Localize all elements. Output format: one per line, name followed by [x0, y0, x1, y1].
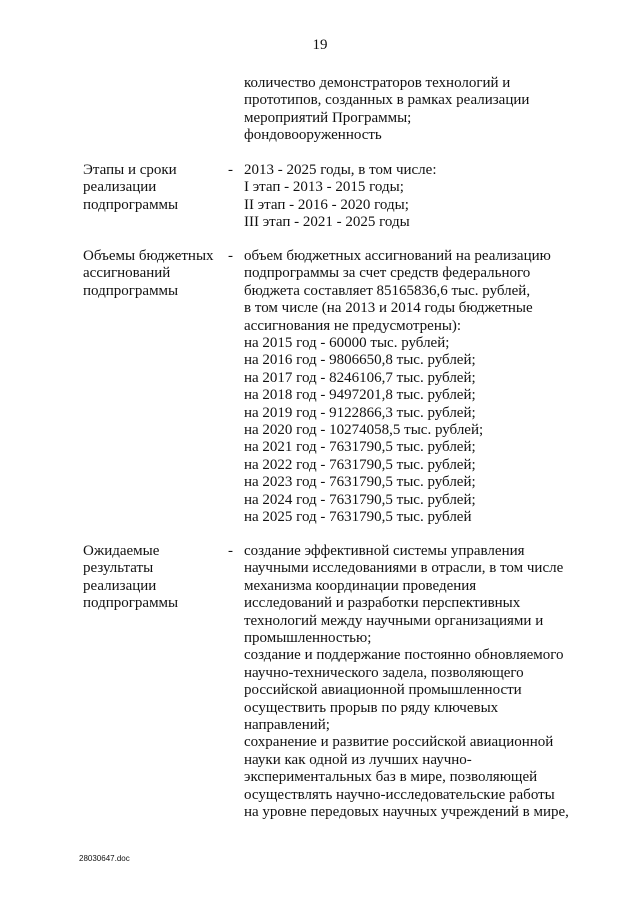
- intro-line: количество демонстраторов технологий и: [244, 75, 511, 91]
- section-label: [83, 162, 233, 214]
- intro-text: [244, 75, 604, 145]
- content-line: промышленностью;: [244, 630, 372, 647]
- intro-line: мероприятий Программы;: [244, 109, 412, 126]
- content-line: 2013 - 2025 годы, в том числе:: [244, 162, 437, 178]
- content-line: науки как одной из лучших научно-: [244, 751, 472, 768]
- section-label: [83, 543, 233, 613]
- content-line: на 2022 год - 7631790,5 тыс. рублей;: [244, 456, 476, 473]
- label-line: Ожидаемые: [83, 543, 160, 559]
- content-line: исследований и разработки перспективных: [244, 595, 521, 612]
- content-line: в том числе (на 2013 и 2014 годы бюджетные: [244, 300, 533, 317]
- content-line: подпрограммы за счет средств федерального: [244, 265, 531, 282]
- content-line: на уровне передовых научных учреждений в мире,: [244, 804, 569, 821]
- label-line: подпрограммы: [83, 196, 179, 213]
- content-line: на 2017 год - 8246106,7 тыс. рублей;: [244, 369, 476, 386]
- content-line: на 2019 год - 9122866,3 тыс. рублей;: [244, 404, 476, 421]
- label-line: подпрограммы: [83, 595, 179, 612]
- section-content: [244, 162, 604, 232]
- label-line: результаты: [83, 560, 154, 577]
- section-content: [244, 248, 604, 527]
- content-line: на 2024 год - 7631790,5 тыс. рублей;: [244, 491, 476, 508]
- section-content: [244, 543, 604, 822]
- section-dash: -: [228, 248, 233, 264]
- content-line: научно-технического задела, позволяющего: [244, 664, 524, 681]
- section-dash: -: [228, 162, 233, 178]
- label-line: Объемы бюджетных: [83, 248, 214, 264]
- label-line: реализации: [83, 179, 157, 196]
- content-line: III этап - 2021 - 2025 годы: [244, 214, 410, 231]
- content-line: бюджета составляет 85165836,6 тыс. рублей,: [244, 282, 531, 299]
- intro-line: прототипов, созданных в рамках реализации: [244, 92, 530, 109]
- footer-filename: 28030647.doc: [79, 854, 130, 863]
- content-line: на 2023 год - 7631790,5 тыс. рублей;: [244, 474, 476, 491]
- content-line: российской авиационной промышленности: [244, 682, 522, 699]
- content-line: экспериментальных баз в мире, позволяющей: [244, 769, 538, 786]
- content-line: осуществлять научно-исследовательские работы: [244, 786, 555, 803]
- content-line: создание и поддержание постоянно обновляемого: [244, 647, 564, 664]
- label-line: подпрограммы: [83, 282, 179, 299]
- content-line: технологий между научными организациями и: [244, 612, 544, 629]
- content-line: на 2025 год - 7631790,5 тыс. рублей: [244, 509, 472, 526]
- label-line: Этапы и сроки: [83, 162, 177, 178]
- section-label: [83, 248, 233, 300]
- content-line: механизма координации проведения: [244, 577, 477, 594]
- label-line: реализации: [83, 577, 157, 594]
- content-line: научными исследованиями в отрасли, в том числе: [244, 560, 564, 577]
- section-dash: -: [228, 543, 233, 559]
- content-line: осуществить прорыв по ряду ключевых: [244, 699, 499, 716]
- content-line: на 2016 год - 9806650,8 тыс. рублей;: [244, 352, 476, 369]
- content-line: на 2018 год - 9497201,8 тыс. рублей;: [244, 387, 476, 404]
- intro-line: фондовооруженность: [244, 127, 382, 144]
- content-line: на 2020 год - 10274058,5 тыс. рублей;: [244, 422, 484, 439]
- content-line: создание эффективной системы управления: [244, 543, 525, 559]
- content-line: направлений;: [244, 717, 330, 734]
- content-line: на 2021 год - 7631790,5 тыс. рублей;: [244, 439, 476, 456]
- page-number: 19: [312, 37, 328, 53]
- content-line: II этап - 2016 - 2020 годы;: [244, 196, 409, 213]
- content-line: сохранение и развитие российской авиационной: [244, 734, 554, 751]
- label-line: ассигнований: [83, 265, 171, 282]
- content-line: объем бюджетных ассигнований на реализацию: [244, 248, 551, 264]
- content-line: на 2015 год - 60000 тыс. рублей;: [244, 335, 450, 352]
- content-line: ассигнования не предусмотрены):: [244, 317, 462, 334]
- content-line: I этап - 2013 - 2015 годы;: [244, 179, 404, 196]
